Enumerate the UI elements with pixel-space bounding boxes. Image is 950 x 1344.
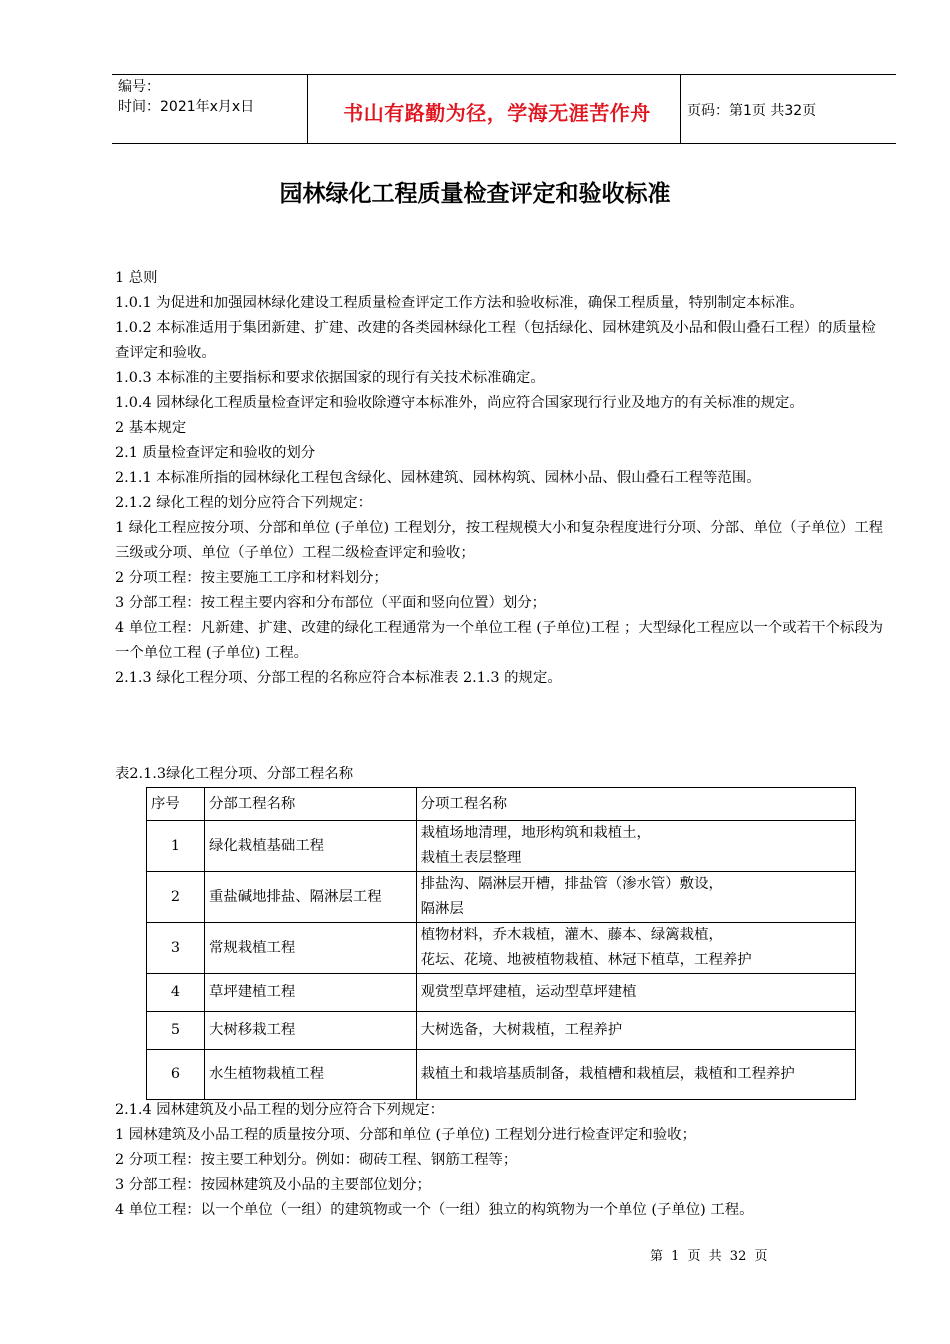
cell-no: 5 bbox=[147, 1012, 205, 1050]
document-body-continued bbox=[115, 1098, 890, 1223]
column-header: 序号 bbox=[147, 788, 205, 821]
document-title: 园林绿化工程质量检查评定和验收标准 bbox=[279, 181, 671, 207]
cell-no: 4 bbox=[147, 974, 205, 1012]
cell-no: 1 bbox=[147, 821, 205, 872]
cell-items-line: 栽植场地清理，地形构筑和栽植土， bbox=[420, 825, 651, 841]
cell-part: 大树移栽工程 bbox=[204, 1012, 416, 1050]
paragraph: 2.1.2 绿化工程的划分应符合下列规定： bbox=[115, 495, 373, 511]
cell-no: 6 bbox=[147, 1050, 205, 1100]
table-row bbox=[147, 923, 856, 974]
cell-items bbox=[416, 821, 855, 872]
cell-part: 水生植物栽植工程 bbox=[204, 1050, 416, 1100]
serial-label: 编号： bbox=[118, 79, 160, 95]
paragraph: 1.0.4 园林绿化工程质量检查评定和验收除遵守本标准外，尚应符合国家现行行业及地方的有关标准的规定。 bbox=[115, 395, 804, 411]
document-body bbox=[115, 266, 890, 691]
paragraph: 1 园林建筑及小品工程的质量按分项、分部和单位 (子单位) 工程划分进行检查评定和验收； bbox=[115, 1127, 696, 1143]
page-footer: 第 1 页 共 32 页 bbox=[650, 1249, 768, 1264]
paragraph: 1 总则 bbox=[115, 270, 158, 286]
cell-part: 重盐碱地排盐、隔淋层工程 bbox=[204, 872, 416, 923]
paragraph: 2.1.1 本标准所指的园林绿化工程包含绿化、园林建筑、园林构筑、园林小品、假山叠石工程等范围。 bbox=[115, 470, 761, 486]
cell-items-line: 花坛、花境、地被植物栽植、林冠下植草，工程养护 bbox=[420, 952, 752, 968]
column-header: 分部工程名称 bbox=[204, 788, 416, 821]
table-row bbox=[147, 1050, 856, 1100]
division-table bbox=[146, 787, 856, 1100]
column-header: 分项工程名称 bbox=[416, 788, 855, 821]
cell-part: 绿化栽植基础工程 bbox=[204, 821, 416, 872]
paragraph: 1 绿化工程应按分项、分部和单位 (子单位) 工程划分，按工程规模大小和复杂程度进行分项、分部、单位（子单位）工程三级或分项、单位（子单位）工程二级检查评定和验收； bbox=[115, 520, 884, 561]
table-row bbox=[147, 872, 856, 923]
table-caption: 表2.1.3绿化工程分项、分部工程名称 bbox=[115, 766, 354, 782]
cell-items-line: 排盐沟、隔淋层开槽，排盐管（渗水管）敷设， bbox=[420, 876, 723, 892]
paragraph: 1.0.2 本标准适用于集团新建、扩建、改建的各类园林绿化工程（包括绿化、园林建筑及小品和假山叠石工程）的质量检查评定和验收。 bbox=[115, 320, 876, 361]
table-row bbox=[147, 821, 856, 872]
paragraph: 4 单位工程：以一个单位（一组）的建筑物或一个（一组）独立的构筑物为一个单位 (子单位) 工程。 bbox=[115, 1202, 754, 1218]
header-page-info: 页码：第1页 共32页 bbox=[687, 103, 817, 119]
paragraph: 2 分项工程：按主要工种划分。例如：砌砖工程、钢筋工程等； bbox=[115, 1152, 518, 1168]
cell-items: 大树选备，大树栽植，工程养护 bbox=[416, 1012, 855, 1050]
cell-no: 2 bbox=[147, 872, 205, 923]
cell-no: 3 bbox=[147, 923, 205, 974]
table-header-row bbox=[147, 788, 856, 821]
header-motto: 书山有路勤为径，学海无涯苦作舟 bbox=[343, 101, 651, 125]
cell-items: 观赏型草坪建植，运动型草坪建植 bbox=[416, 974, 855, 1012]
cell-part: 常规栽植工程 bbox=[204, 923, 416, 974]
paragraph: 4 单位工程：凡新建、扩建、改建的绿化工程通常为一个单位工程 (子单位)工程 ；大型绿化工程应以一个或若干个标段为一个单位工程 (子单位) 工程。 bbox=[115, 620, 884, 661]
paragraph: 1.0.1 为促进和加强园林绿化建设工程质量检查评定工作方法和验收标准，确保工程质量，特别制定本标准。 bbox=[115, 295, 804, 311]
paragraph: 2.1 质量检查评定和验收的划分 bbox=[115, 445, 316, 461]
cell-items bbox=[416, 872, 855, 923]
cell-items-line: 栽植土表层整理 bbox=[420, 850, 522, 866]
cell-part: 草坪建植工程 bbox=[204, 974, 416, 1012]
cell-items: 栽植土和栽培基质制备，栽植槽和栽植层，栽植和工程养护 bbox=[416, 1050, 855, 1100]
paragraph: 2 分项工程：按主要施工工序和材料划分； bbox=[115, 570, 388, 586]
cell-items-line: 植物材料，乔木栽植，灌木、藤本、绿篱栽植， bbox=[420, 927, 723, 943]
table-row bbox=[147, 974, 856, 1012]
paragraph: 3 分部工程：按园林建筑及小品的主要部位划分； bbox=[115, 1177, 431, 1193]
cell-items-line: 隔淋层 bbox=[420, 901, 464, 917]
paragraph: 1.0.3 本标准的主要指标和要求依据国家的现行有关技术标准确定。 bbox=[115, 370, 545, 386]
page-header bbox=[112, 74, 896, 144]
paragraph: 2 基本规定 bbox=[115, 420, 187, 436]
table-row bbox=[147, 1012, 856, 1050]
paragraph: 2.1.3 绿化工程分项、分部工程的名称应符合本标准表 2.1.3 的规定。 bbox=[115, 670, 562, 686]
paragraph: 3 分部工程：按工程主要内容和分布部位（平面和竖向位置）划分； bbox=[115, 595, 547, 611]
paragraph: 2.1.4 园林建筑及小品工程的划分应符合下列规定： bbox=[115, 1102, 445, 1118]
cell-items bbox=[416, 923, 855, 974]
time-label: 时间：2021年x月x日 bbox=[118, 99, 255, 115]
